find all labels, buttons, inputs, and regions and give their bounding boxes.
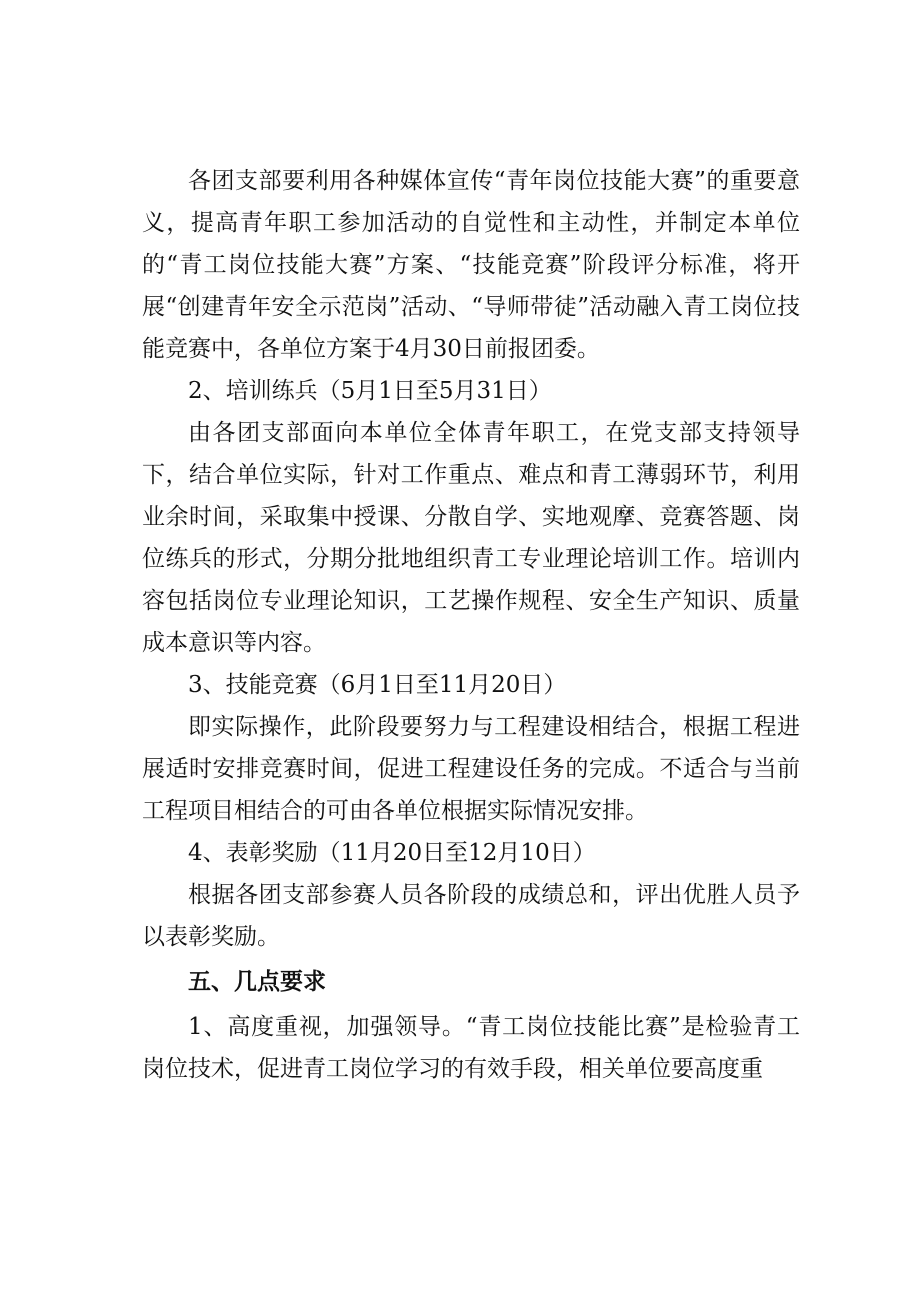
item-training-title: 2、培训练兵（5月1日至5月31日） [188, 378, 552, 404]
paragraph-publicity: 各团支部要利用各种媒体宣传“青年岗位技能大赛”的重要意义，提高青年职工参加活动的自觉性和主动性，并制定本单位的“青工岗位技能大赛”方案、“技能竞赛”阶段评分标准，将开展“创建青年安全示范岗”活动、“导师带徒”活动融入青工岗位技能竞赛中，各单位方案于4月30日前报团委。 [142, 168, 800, 362]
item-awards-title: 4、表彰奖励（11月20日至12月10日） [188, 840, 596, 866]
section-heading-requirements: 五、几点要求 [188, 969, 326, 995]
paragraph-training: 由各团支部面向本单位全体青年职工，在党支部支持领导下，结合单位实际，针对工作重点、难点和青工薄弱环节，利用业余时间，采取集中授课、分散自学、实地观摩、竞赛答题、岗位练兵的形式，分期分批地组织青工专业理论培训工作。培训内容包括岗位专业理论知识，工艺操作规程、安全生产知识、质量成本意识等内容。 [142, 420, 800, 656]
paragraph-requirement-1: 1、高度重视，加强领导。“青工岗位技能比赛”是检验青工岗位技术，促进青工岗位学习的有效手段，相关单位要高度重 [142, 1014, 800, 1082]
paragraph-competition: 即实际操作，此阶段要努力与工程建设相结合，根据工程进展适时安排竞赛时间，促进工程建设任务的完成。不适合与当前工程项目相结合的可由各单位根据实际情况安排。 [142, 714, 800, 824]
item-competition-title: 3、技能竞赛（6月1日至11月20日） [188, 672, 567, 698]
paragraph-awards: 根据各团支部参赛人员各阶段的成绩总和，评出优胜人员予以表彰奖励。 [142, 882, 800, 950]
